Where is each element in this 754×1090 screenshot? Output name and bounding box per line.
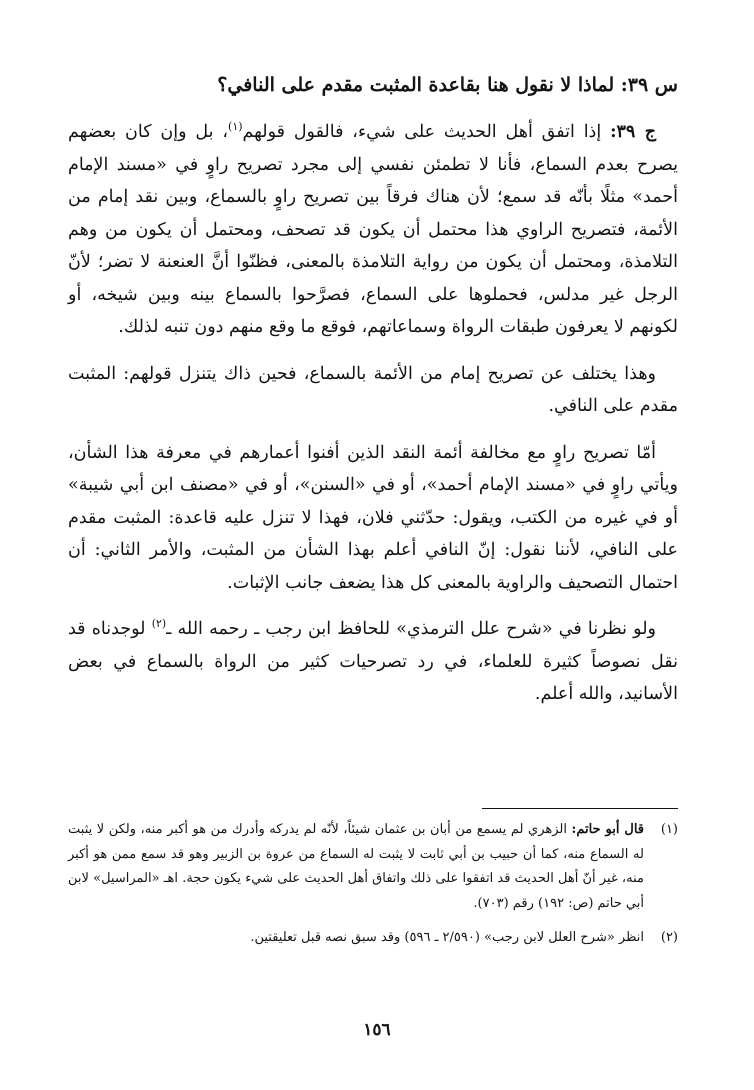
answer-label: ج ٣٩: (610, 122, 657, 142)
paragraph-3: أمّا تصريح راوٍ مع مخالفة أئمة النقد الذين أفنوا أعمارهم في معرفة هذا الشأن، ويأتي راوٍ في «مسند الإمام أحمد»، أو في «السنن»، أو في «مصنف ابن أبي شيبة» أو في غيره من الكتب، ويقول: حدّثني فلان، فهذا لا تنزل عليه قاعدة: المثبت مقدم على النافي، لأننا نقول: إنّ النافي أعلم بهذا الشأن من المثبت، والأمر الثاني: أن احتمال التصحيف والراوية بالمعنى كل هذا يضعف جانب الإثبات. (68, 442, 678, 593)
footnote-2-text: انظر «شرح العلل لابن رجب» (٢/٥٩٠ ـ ٥٩٦) وقد سبق نصه قبل تعليقتين. (250, 930, 644, 945)
answer-text-rest: ، بل وإن كان بعضهم يصرح بعدم السماع، فأنا لا تطمئن نفسي إلى مجرد تصريح راوٍ في «مسند الإمام أحمد» مثلًا بأنّه قد سمع؛ لأن هناك فرقاً بين تصريح راوٍ بالسماع، وبين نقد إمام من الأئمة، فتصريح الراوي هذا محتمل أن يكون قد تصحف، ومحتمل أن يكون من وهم التلامذة، ومحتمل أن يكون من رواية التلامذة بالمعنى، فظنّوا أنَّ العنعنة لا تضر؛ لأنّ الرجل غير مدلس، فحملوها على السماع، فصرَّحوا بالسماع بينه وبين شيخه، أو لكونهم لا يعرفون طبقات الرواة وسماعاتهم، فوقع ما وقع منهم دون تنبه لذلك. (68, 122, 678, 337)
paragraph-2: وهذا يختلف عن تصريح إمام من الأئمة بالسماع، فحين ذاك يتنزل قولهم: المثبت مقدم على النافي. (68, 363, 678, 416)
paragraph-4-start: ولو نظرنا في «شرح علل الترمذي» للحافظ ابن رجب ـ رحمه الله ـ (166, 619, 656, 639)
footnotes (68, 818, 678, 961)
footnote-1-text (68, 818, 644, 916)
footnote-separator (482, 808, 678, 809)
answer-paragraph (68, 116, 678, 344)
footnote-ref-2[interactable]: (٢) (151, 617, 167, 631)
footnote-2 (68, 926, 678, 951)
footnote-1-body: الزهري لم يسمع من أبان بن عثمان شيئاً، لأنّه لم يدركه وأدرك من هو أكبر منه، ولكن لا يثبت له السماع منه، كما أن حبيب بن أبي ثابت لا يثبت له السماع من عروة بن الزبير وهو قد سمع ممن هو أكبر منه، غير أنّ أهل الحديث قد اتفقوا على ذلك واتفاق أهل الحديث على شيء يكون حجة. اهـ «المراسيل» لابن أبي حاتم (ص: ١٩٢) رقم (٧٠٣). (68, 822, 644, 911)
question-heading: س ٣٩: لماذا لا نقول هنا بقاعدة المثبت مقدم على النافي؟ (217, 74, 678, 96)
footnote-1-author: قال أبو حاتم: (571, 822, 644, 837)
body-text (68, 116, 678, 725)
footnote-2-marker: (٢) (660, 930, 678, 945)
page-number: ١٥٦ (363, 1020, 391, 1040)
paragraph-4-rest: لوجدناه قد نقل نصوصاً كثيرة للعلماء، في رد تصرحيات كثير من الرواة بالسماع في بعض الأسانيد، والله أعلم. (68, 619, 678, 704)
footnote-1-marker: (١) (660, 822, 678, 837)
answer-text-start: إذا اتفق أهل الحديث على شيء، فالقول قولهم (242, 122, 602, 142)
footnote-1 (68, 818, 678, 916)
footnote-ref-1[interactable]: (١) (228, 120, 243, 134)
paragraph-4 (68, 613, 678, 711)
